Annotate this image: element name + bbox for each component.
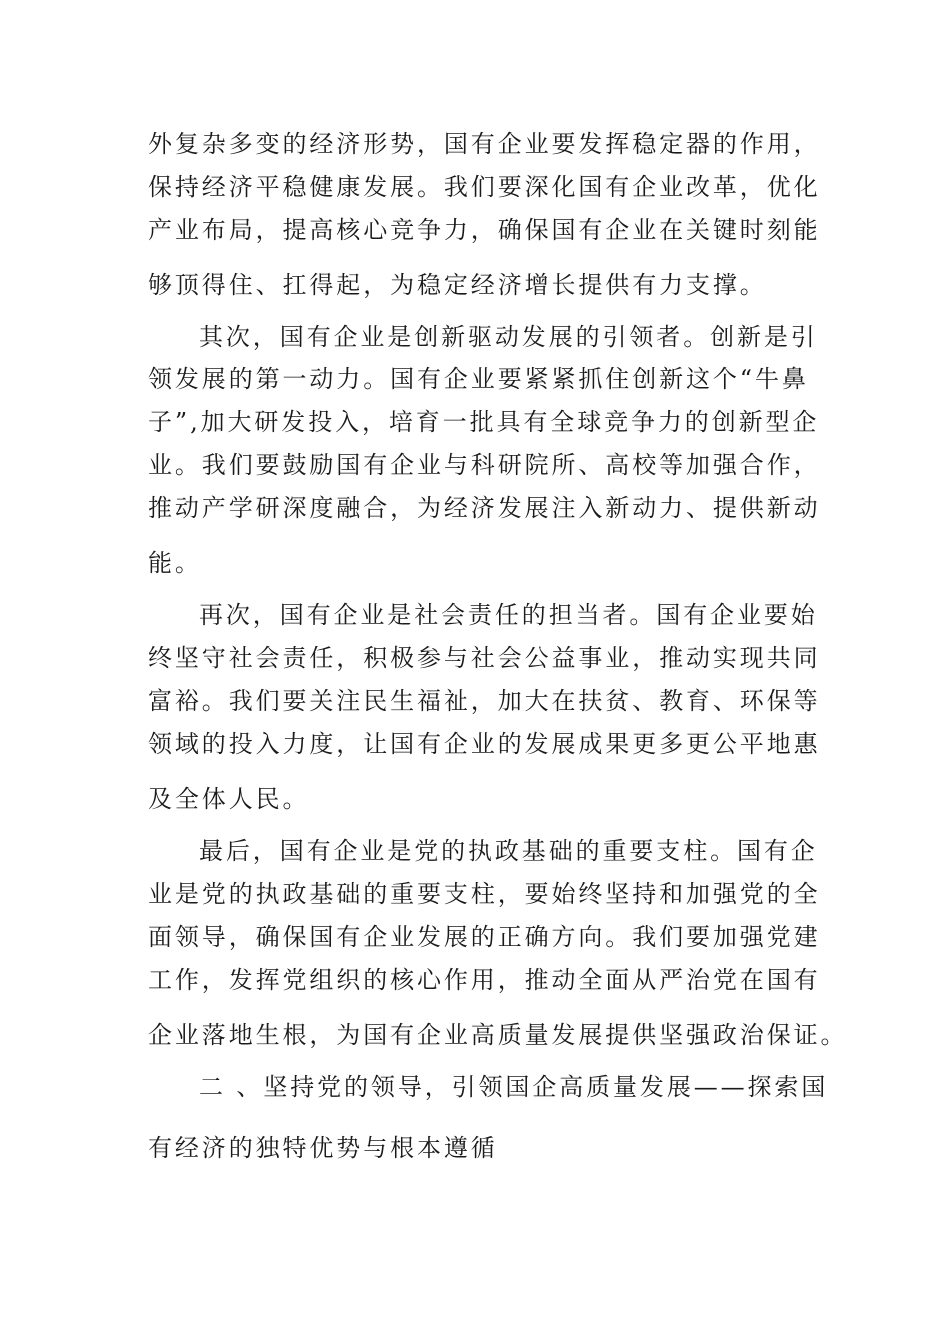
text-line: 终坚守社会责任，积极参与社会公益事业，推动实现共同 [148, 644, 821, 672]
text-line: 保持经济平稳健康发展。我们要深化国有企业改革，优化 [148, 173, 821, 201]
text-line: 推动产学研深度融合，为经济发展注入新动力、提供新动 [148, 494, 821, 522]
text-line: 工作，发挥党组织的核心作用，推动全面从严治党在国有 [148, 966, 821, 994]
text-line: 外复杂多变的经济形势，国有企业要发挥稳定器的作用， [148, 130, 821, 158]
text-line: 业是党的执政基础的重要支柱，要始终坚持和加强党的全 [148, 880, 821, 908]
text-line: 领发展的第一动力。国有企业要紧紧抓住创新这个“牛鼻 [148, 365, 809, 393]
text-line: 再次，国有企业是社会责任的担当者。国有企业要始 [199, 601, 818, 629]
text-line: 业。我们要鼓励国有企业与科研院所、高校等加强合作， [148, 451, 821, 479]
text-line: 产业布局，提高核心竞争力，确保国有企业在关键时刻能 [148, 216, 821, 244]
text-line: 面领导，确保国有企业发展的正确方向。我们要加强党建 [148, 923, 821, 951]
text-line: 富裕。我们要关注民生福祉，加大在扶贫、教育、环保等 [148, 687, 821, 715]
text-line: 领域的投入力度，让国有企业的发展成果更多更公平地惠 [148, 730, 821, 758]
text-line: 最后，国有企业是党的执政基础的重要支柱。国有企 [199, 837, 818, 865]
text-line: 及全体人民。 [148, 785, 310, 813]
text-line: 企业落地生根，为国有企业高质量发展提供坚强政治保证。 [148, 1021, 848, 1049]
text-line: 够顶得住、扛得起，为稳定经济增长提供有力支撑。 [148, 271, 767, 299]
text-line: 其次，国有企业是创新驱动发展的引领者。创新是引 [199, 323, 818, 351]
text-line: 能。 [148, 549, 202, 577]
section-heading-line: 有经济的独特优势与根本遵循 [148, 1134, 498, 1162]
text-line: 子”,加大研发投入，培育一批具有全球竞争力的创新型企 [148, 408, 820, 436]
section-heading-line: 二 、坚持党的领导，引领国企高质量发展——探索国 [199, 1073, 829, 1101]
